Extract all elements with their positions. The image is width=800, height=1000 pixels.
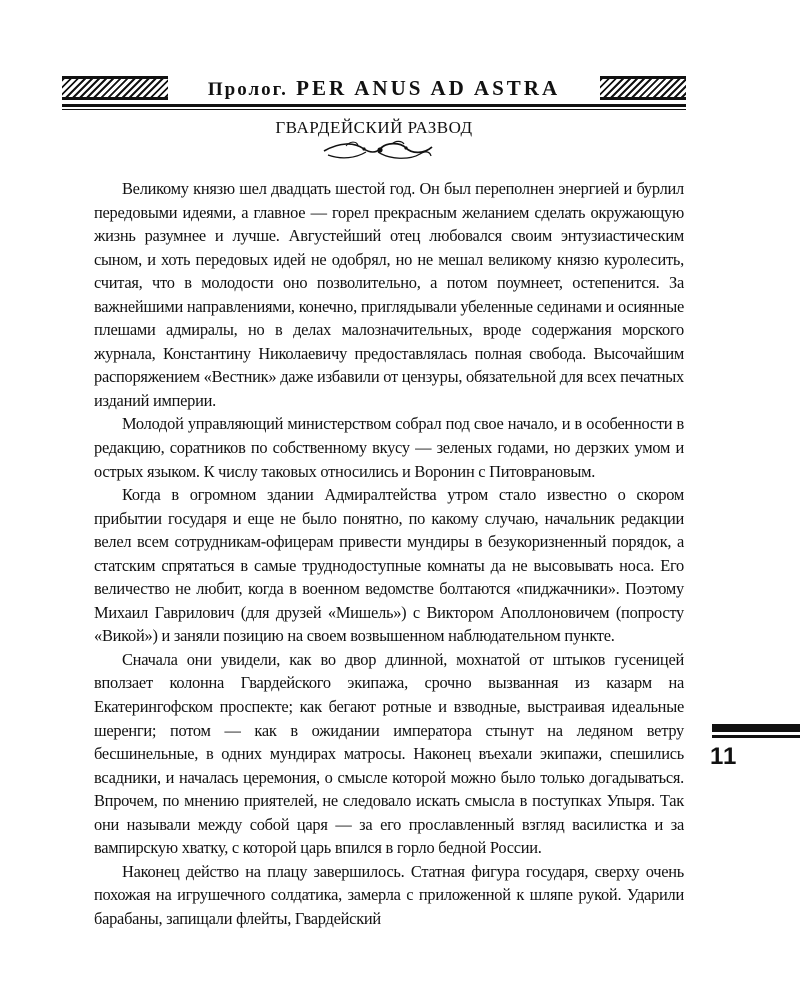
thumb-index-bar-thin — [712, 735, 800, 738]
header-rule-thick — [62, 104, 686, 107]
running-header-text: PER ANUS AD ASTRA — [296, 76, 561, 100]
running-header-prefix: Пролог. — [207, 79, 288, 100]
header-hatch-right — [600, 76, 686, 100]
running-header-title — [168, 74, 600, 102]
running-header — [62, 70, 686, 112]
body-text — [94, 177, 684, 931]
paragraph: Наконец действо на плацу завершилось. Статная фигура государя, сверху очень похожая на игрушечного солдатика, замерла с приложенной к шляпе рукой. Ударили барабаны, запищали флейты, Гвардейский — [94, 861, 684, 928]
paragraph: Великому князю шел двадцать шестой год. Он был переполнен энергией и бурлил передовыми идеями, а главное — горел прекрасным желанием сделать окружающую жизнь разумнее и лучше. Августейший отец любовался своим энтузиастическим сыном, и хоть передовых идей не одобрял, но не мешал великому князю куролесить, считая, что в молодости оно позволительно, а потом поумнеет, остепенится. За важнейшими направлениями, конечно, приглядывали убеленные сединами и осиянные плешами адмиралы, но в делах малозначительных, вроде содержания морского журнала, Константину Николаевичу предоставлялась полная свобода. Высочайшим распоряжением «Вестник» даже избавили от цензуры, обязательной для всех печатных изданий империи. — [94, 179, 684, 410]
scroll-flourish-icon — [320, 138, 436, 164]
thumb-index-bar — [712, 724, 800, 732]
header-rule-thin — [62, 109, 686, 110]
paragraph: Молодой управляющий министерством собрал под свое начало, и в особенности в редакцию, соратников по собственному вкусу — зеленых годами, но дерзких умом и острых языком. К числу таковых относились и Воронин с Питоврановым. — [94, 414, 684, 481]
paragraph: Когда в огромном здании Адмиралтейства утром стало известно о скором прибытии государя и еще не было понятно, по какому случаю, начальник редакции велел всем сотрудникам-офицерам привести мундиры в безукоризненный порядок, а статским спрятаться в самые труднодоступные комнаты да не высовывать носа. Его величество не любит, когда в военном ведомстве болтаются «пиджачники». Поэтому Михаил Гаврилович (для друзей «Мишель») с Виктором Аполлоновичем (попросту «Викой») и заняли позицию на своем возвышенном наблюдательном пункте. — [94, 485, 684, 646]
page-number: 11 — [710, 743, 738, 770]
paragraph: Сначала они увидели, как во двор длинной, мохнатой от штыков гусеницей вползает колонна Гвардейского экипажа, срочно вызванная из казарм на Екатерингофском проспекте; как бегают ротные и взводные, выстраивая идеальные шеренги; потом — как в ожидании императора стынут на ледяном ветру бесшинельные, в одних мундирах матросы. Наконец въехали экипажи, спешились всадники, и началась церемония, о смысле которой можно было только догадываться. Впрочем, по мнению приятелей, не следовало искать смысла в поступках Упыря. Так они называли между собой царя — за его прославленный взгляд василистка и за вампирскую хватку, с которой царь впился в горло бедной России. — [94, 649, 684, 858]
chapter-title: ГВАРДЕЙСКИЙ РАЗВОД — [275, 118, 473, 137]
header-hatch-left — [62, 76, 168, 100]
